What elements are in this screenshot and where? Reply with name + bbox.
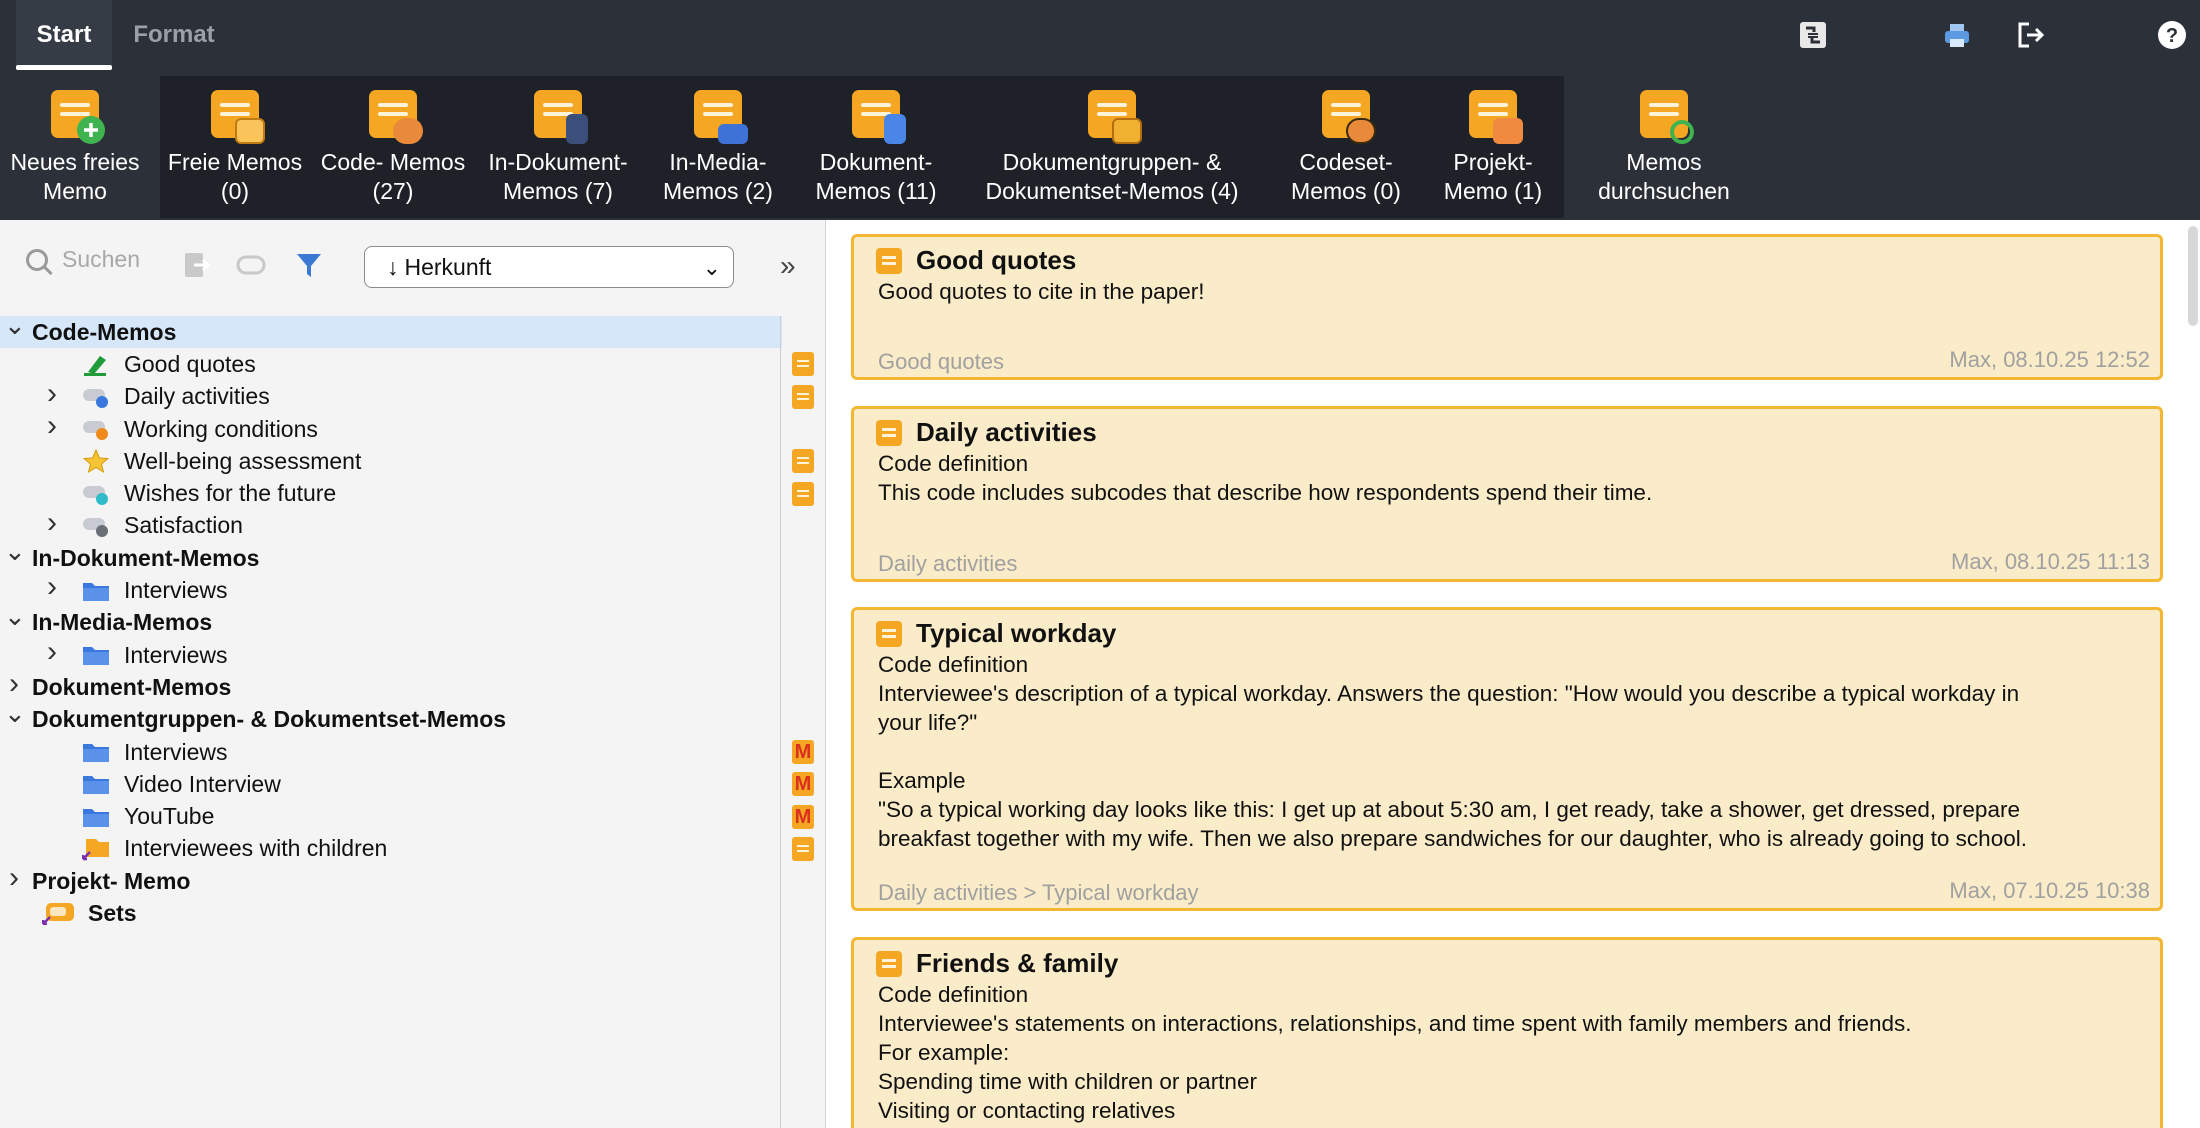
memo-card-header	[876, 618, 1116, 649]
memo-body-line: Code definition	[878, 451, 1029, 476]
folder-icon	[82, 643, 110, 667]
memo-body-line: Visiting or contacting relatives	[878, 1098, 1176, 1123]
docgroup-memos-label-2: Dokumentset-Memos (4)	[985, 178, 1239, 204]
memo-tree-panel	[0, 220, 826, 1128]
tree-item-label: In-Dokument-Memos	[32, 544, 260, 571]
note-badge-icon	[235, 118, 265, 144]
codeset-badge-icon	[1346, 118, 1376, 144]
document-badge-icon	[566, 114, 588, 144]
memo-card[interactable]	[851, 234, 2163, 380]
chevron-down-icon[interactable]: ⌄	[4, 697, 26, 728]
memo-icon	[876, 420, 902, 446]
memo-body-line: Spending time with children or partner	[878, 1069, 1257, 1094]
chevron-right-icon[interactable]: ›	[47, 570, 57, 604]
tree-group-row[interactable]	[0, 861, 782, 897]
memo-title: Daily activities	[916, 417, 1097, 447]
tree-item-row[interactable]	[0, 376, 782, 413]
memo-tree	[0, 310, 812, 930]
memo-body-line: Interviewee's description of a typical workday. Answers the question: "How would you describe a typical workday in	[878, 681, 2020, 706]
tree-item-row[interactable]	[0, 570, 782, 606]
code-memos-label-1: Code- Memos	[320, 149, 466, 175]
star-icon	[82, 449, 110, 473]
search-placeholder: Suchen	[62, 246, 141, 272]
memo-body	[878, 650, 2130, 853]
logout-icon[interactable]	[2013, 18, 2047, 52]
tree-item-label: Daily activities	[124, 383, 270, 410]
tree-item-label: Dokumentgruppen- & Dokumentset-Memos	[32, 706, 507, 733]
tree-item-label: Projekt- Memo	[32, 867, 191, 894]
plus-icon	[77, 116, 105, 144]
codeset-memos-label-2: Memos (0)	[1291, 178, 1401, 204]
in-document-memos-label-2: Memos (7)	[503, 178, 613, 204]
code-gray-icon	[82, 514, 110, 538]
search-icon	[26, 249, 48, 271]
docgroup-memos-button[interactable]	[972, 70, 1252, 220]
chevron-down-icon: ⌄	[702, 255, 721, 280]
memo-body-line: breakfast together with my wife. Then we also prepare sandwiches for our daughter, who is already going to school.	[878, 826, 2027, 851]
search-icon	[1670, 120, 1694, 144]
sort-select-value: Herkunft	[404, 253, 492, 280]
memo-body-line: Interviewee's statements on interactions, relationships, and time spent with family members and friends.	[878, 1011, 1912, 1036]
memo-icon	[876, 621, 902, 647]
memo-body-line: This code includes subcodes that describe how respondents spend their time.	[878, 480, 1653, 505]
tree-item-label: Interviews	[124, 738, 228, 765]
tree-item-label: Good quotes	[124, 350, 256, 377]
tree-item-label: Working conditions	[124, 415, 318, 442]
memo-icon[interactable]	[792, 482, 814, 506]
tab-start[interactable]: Start	[16, 0, 112, 70]
project-memo-label-1: Projekt-	[1453, 149, 1533, 175]
collapse-panel-icon[interactable]: »	[780, 250, 796, 281]
tree-item-row[interactable]	[0, 477, 782, 509]
in-document-memos-label-1: In-Dokument-	[488, 149, 628, 175]
free-memos-button[interactable]	[160, 70, 310, 220]
memo-source: Daily activities	[878, 551, 1018, 576]
memo-card[interactable]	[851, 607, 2163, 911]
tree-group-row[interactable]	[0, 310, 782, 348]
tree-group-row[interactable]	[0, 667, 782, 703]
memo-card-header	[876, 948, 1118, 979]
tree-item-row[interactable]	[0, 348, 782, 380]
memo-author-date: Max, 08.10.25 12:52	[1949, 347, 2150, 372]
tree-item-label: Wishes for the future	[124, 480, 337, 507]
memo-body	[878, 277, 2130, 306]
memo-body-line: Good quotes to cite in the paper!	[878, 279, 1205, 304]
search-memos-button[interactable]	[1584, 70, 1744, 220]
memo-body-line: Code definition	[878, 982, 1029, 1007]
document-memos-button[interactable]	[806, 70, 946, 220]
chevron-down-icon[interactable]: ⌄	[4, 536, 26, 567]
project-memo-button[interactable]	[1426, 70, 1560, 220]
free-memos-label-1: Freie Memos	[167, 149, 303, 175]
memo-title: Typical workday	[916, 618, 1117, 648]
memo-body-line: "So a typical working day looks like this: I get up at about 5:30 am, I get ready, take a shower, get dressed, prepare	[878, 797, 2020, 822]
chevron-down-icon[interactable]: ⌄	[4, 310, 26, 340]
tree-item-label: Video Interview	[124, 770, 281, 797]
memo-icon[interactable]	[792, 837, 814, 861]
help-icon[interactable]	[2155, 18, 2189, 52]
new-free-memo-label-1: Neues freies	[10, 149, 140, 175]
tree-item-label: Interviews	[124, 641, 228, 668]
search-input[interactable]	[26, 246, 140, 273]
memo-author-date: Max, 07.10.25 10:38	[1949, 878, 2150, 903]
memo-body	[878, 449, 2130, 507]
document-memos-label-1: Dokument-	[819, 149, 933, 175]
codeset-memos-button[interactable]	[1276, 70, 1416, 220]
chevron-right-icon[interactable]: ›	[9, 667, 19, 701]
tree-item-label: Code-Memos	[32, 318, 177, 345]
tree-item-row[interactable]	[0, 505, 782, 542]
project-memo-label-2: Memo (1)	[1443, 178, 1543, 204]
top-tab-bar	[0, 0, 2200, 70]
memo-body-line	[878, 737, 2130, 766]
chevron-right-icon[interactable]: ›	[47, 505, 57, 539]
tree-group-row[interactable]	[0, 536, 782, 574]
folder-icon	[82, 579, 110, 603]
document-memos-label-2: Memos (11)	[815, 178, 937, 204]
sets-icon	[42, 901, 70, 925]
memo-source: Daily activities > Typical workday	[878, 880, 1199, 905]
memo-list-panel	[827, 220, 2200, 1128]
memo-title: Friends & family	[916, 948, 1119, 978]
highlighter-icon	[82, 352, 110, 376]
memo-card[interactable]	[851, 406, 2163, 582]
code-blue-icon	[82, 385, 110, 409]
video-badge-icon	[718, 124, 748, 144]
new-free-memo-label-2: Memo	[43, 178, 107, 204]
memo-card[interactable]	[851, 937, 2163, 1128]
print-icon[interactable]	[1940, 18, 1974, 52]
memo-author-date: Max, 08.10.25 11:13	[1951, 549, 2150, 574]
in-document-memos-button[interactable]	[478, 70, 638, 220]
export-icon[interactable]	[180, 250, 210, 280]
memo-icon	[876, 951, 902, 977]
chevron-right-icon[interactable]: ›	[47, 634, 57, 668]
chevron-down-icon[interactable]: ⌄	[4, 600, 26, 631]
tree-item-label: In-Media-Memos	[32, 609, 213, 636]
tree-item-label: Well-being assessment	[124, 447, 362, 474]
search-memos-label-1: Memos	[1626, 149, 1702, 175]
tree-item-label: Interviews	[124, 577, 228, 604]
docset-icon	[82, 837, 110, 861]
filter-icon[interactable]	[294, 250, 324, 280]
tree-item-label: Satisfaction	[124, 512, 243, 539]
memo-body	[878, 980, 2130, 1125]
arrow-down-icon: ↓	[387, 253, 399, 280]
tree-group-row[interactable]	[0, 697, 782, 736]
free-memos-label-2: (0)	[220, 178, 250, 204]
folder-icon	[82, 772, 110, 796]
memo-body-line: your life?"	[878, 710, 978, 735]
code-memos-label-2: (27)	[372, 178, 414, 204]
in-media-memos-button[interactable]	[648, 70, 788, 220]
ribbon-toolbar	[0, 70, 2200, 220]
tree-group-row[interactable]	[0, 600, 782, 639]
chevron-right-icon[interactable]: ›	[9, 861, 19, 895]
memo-m-icon[interactable]: M	[792, 740, 814, 764]
scrollbar[interactable]	[2188, 226, 2198, 326]
docgroup-memos-label-1: Dokumentgruppen- &	[1002, 149, 1222, 175]
sort-select[interactable]	[364, 246, 734, 288]
svg-text:?: ?	[2165, 25, 2179, 47]
project-badge-icon	[1493, 118, 1523, 144]
memo-m-icon[interactable]: M	[792, 805, 814, 829]
new-free-memo-button[interactable]	[0, 70, 150, 220]
tree-group-row[interactable]	[0, 897, 782, 929]
code-filter-icon[interactable]	[236, 250, 266, 280]
code-teal-icon	[82, 482, 110, 506]
code-badge-icon	[393, 118, 423, 144]
tree-item-row[interactable]	[0, 768, 812, 800]
tree-item-row[interactable]	[0, 833, 782, 865]
tree-item-label: Sets	[88, 899, 137, 926]
memo-body-line: Example	[878, 768, 966, 793]
memo-title: Good quotes	[916, 245, 1077, 275]
memo-icon	[876, 248, 902, 274]
swap-window-icon[interactable]	[1796, 18, 1830, 52]
tree-item-row[interactable]	[0, 408, 782, 445]
memo-icon[interactable]	[792, 352, 814, 376]
memo-source: Good quotes	[878, 349, 1004, 374]
docset-badge-icon	[1112, 118, 1142, 144]
in-media-memos-label-1: In-Media-	[669, 149, 767, 175]
search-memos-label-2: durchsuchen	[1598, 178, 1730, 204]
tree-item-row[interactable]	[0, 736, 812, 768]
memo-body-line: For example:	[878, 1040, 1010, 1065]
tree-item-label: Dokument-Memos	[32, 673, 232, 700]
folder-icon	[82, 805, 110, 829]
tree-divider	[780, 316, 781, 1128]
code-orange-icon	[82, 417, 110, 441]
folder-icon	[82, 740, 110, 764]
memo-card-header	[876, 417, 1097, 448]
memo-card-header	[876, 245, 1076, 276]
document-badge-icon	[884, 114, 906, 144]
memo-body-line: Code definition	[878, 652, 1029, 677]
code-memos-button[interactable]	[314, 70, 472, 220]
tree-item-row[interactable]	[0, 445, 782, 477]
chevron-right-icon[interactable]: ›	[47, 376, 57, 410]
tree-item-label: YouTube	[124, 803, 215, 830]
tree-item-row[interactable]	[0, 800, 812, 832]
in-media-memos-label-2: Memos (2)	[663, 178, 773, 204]
memo-icon[interactable]	[792, 385, 814, 409]
tree-item-label: Interviewees with children	[124, 835, 388, 862]
memo-icon[interactable]	[792, 449, 814, 473]
memo-m-icon[interactable]: M	[792, 772, 814, 796]
chevron-right-icon[interactable]: ›	[47, 408, 57, 442]
tab-format[interactable]: Format	[133, 21, 215, 48]
tree-item-row[interactable]	[0, 634, 782, 671]
codeset-memos-label-1: Codeset-	[1299, 149, 1393, 175]
